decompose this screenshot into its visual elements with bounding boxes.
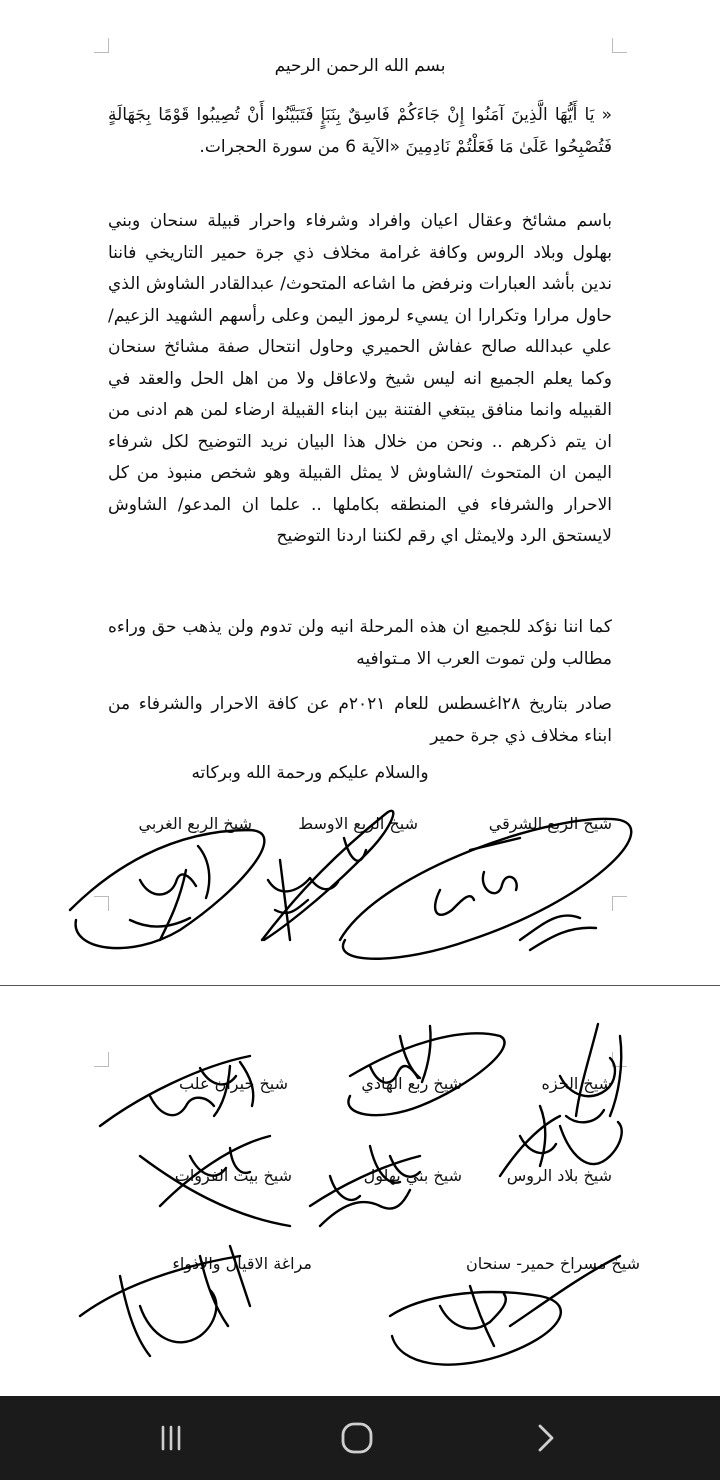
recent-apps-icon — [156, 1423, 186, 1453]
page-corner-mark — [612, 1052, 627, 1067]
page-corner-mark — [612, 896, 627, 911]
signature-west — [70, 830, 264, 948]
page-corner-mark — [94, 896, 109, 911]
issued-date-line: صادر بتاريخ ٢٨اغسطس للعام ٢٠٢١م عن كافة الاحرار والشرفاء من ابناء مخلاف ذي جرة حمير — [108, 694, 612, 746]
signature-rub-alhadi — [348, 1026, 504, 1115]
signatory-bait-alfarwat: شيخ بيت الفروات — [174, 1166, 292, 1185]
system-navigation-bar — [0, 1396, 720, 1480]
back-button[interactable] — [515, 1418, 575, 1458]
signatory-hazza: شيخ الحزه — [541, 1074, 612, 1093]
document-page-2 — [0, 986, 720, 1396]
quran-verse: « يَا أَيُّهَا الَّذِينَ آمَنُوا إِنْ جَاءَكُمْ فَاسِقٌ بِنَبَإٍ فَتَبَيَّنُوا أَنْ تُصِيبُوا قَوْمًا بِجَهَالَةٍ فَتُصْبِحُوا عَلَىٰ مَا فَعَلْتُمْ نَادِمِينَ «الآية 6 من سورة الحجرات. — [108, 105, 612, 157]
back-icon — [530, 1423, 560, 1453]
signatory-bani-bahlul: شيخ بني بهلول — [363, 1166, 462, 1185]
statement-body: باسم مشائخ وعقال اعيان وافراد وشرفاء واحرار قبيلة سنحان وبني بهلول وبلاد الروس وكافة غرامة مخلاف ذي جرة حمير التاريخي فاننا ندين بأشد العبارات ونرفض ما اشاعه المتحوث/ عبدالقادر الشاوش الذي حاول مرارا وتكرارا ان يسيء لرموز اليمن وعلى رأسهم الشهيد الزعيم/علي عبدالله صالح عفاش الحميري وحاول انتحال صفة مشائخ سنحان وكما يعلم الجميع انه ليس شيخ ولاعاقل ولا من اهل الحل والعقد في القبيله وانما منافق يبتغي الفتنة بين ابناء القبيلة ارضاء لمن هم ادنى من ان يتم ذكرهم .. ونحن من خلال هذا البيان نريد التوضيح لكل شرفاء اليمن ان المتحوث /الشاوش لا يمثل القبيلة وهو شخص منبوذ من كل الاحرار والشرفاء في المنطقه بكاملها .. علما ان المدعو/ الشاوش لايستحق الرد ولايمثل اي رقم لكننا اردنا التوضيح — [108, 211, 612, 546]
recent-apps-button[interactable] — [141, 1418, 201, 1458]
signatory-masrakh: شيخ مسراخ حمير- سنحان — [465, 1254, 640, 1273]
signatory-maragha: مراغة الاقيال والاذواء — [172, 1254, 312, 1273]
signatory-rub-alhadi: شيخ ربع الهادي — [361, 1074, 462, 1093]
signatory-east-quarter: شيخ الربع الشرقي — [488, 814, 612, 833]
page-corner-mark — [94, 38, 109, 53]
signatory-hairan-ulab: شيخ حيران علب — [178, 1074, 288, 1093]
page-corner-mark — [94, 1052, 109, 1067]
closing-greeting: والسلام عليكم ورحمة الله وبركاته — [191, 763, 429, 783]
home-button[interactable] — [327, 1418, 387, 1458]
basmala: بسم الله الرحمن الرحيم — [274, 56, 446, 76]
signatory-middle-quarter: شيخ الربع الاوسط — [298, 814, 418, 833]
signature-east — [340, 819, 631, 959]
affirmation-paragraph: كما اننا نؤكد للجميع ان هذه المرحلة انيه ولن تدوم ولن يذهب حق وراءه مطالب ولن تموت العرب الا مـتوافيه — [108, 617, 612, 669]
signature-bani-bahlul — [310, 1146, 420, 1226]
signatory-bilad-alrous: شيخ بلاد الروس — [506, 1166, 612, 1185]
home-icon — [340, 1421, 374, 1455]
page-corner-mark — [612, 38, 627, 53]
signatory-west-quarter: شيخ الربع الغربي — [138, 814, 252, 833]
